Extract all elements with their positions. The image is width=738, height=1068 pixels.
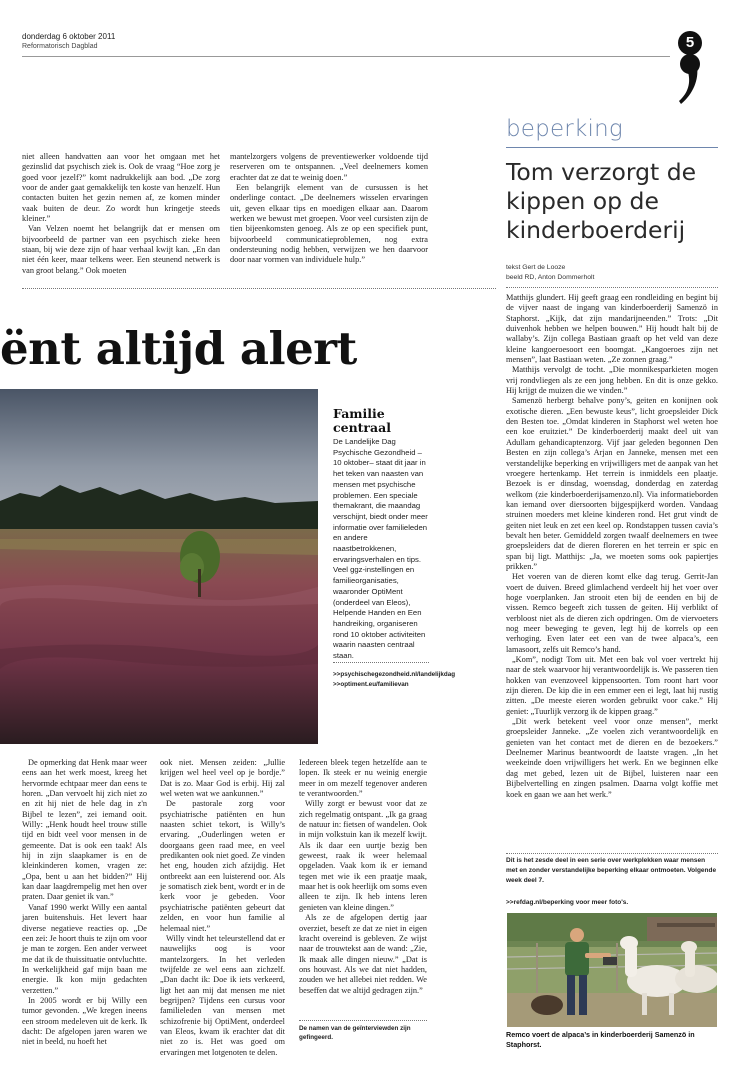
paragraph: Matthijs vervolgt de tocht. „Die monnikesparkieten mogen vrij rondvliegen als ze een jong hebben. En dit is onze gekko. Hij krijgt de muizen die we vinden.” [506, 365, 718, 396]
comma-logo-icon [675, 48, 705, 106]
byline-divider [506, 287, 718, 288]
paragraph: Matthijs glundert. Hij geeft graag een rondleiding en begint bij de vijver naast de ingang van kinderboerderij Samenzö in Staphorst. „Kijk, dat zijn mandarijneenden.” Trots: „Dit duivenhok hebben we helpen bouwen.” Hij houdt halt bij de wallaby’s. Zijn collega Bastiaan graaft op het veld van deze kleine kangoeroesoort een boomgat. „Kangoeroes zijn net mensen”, laat Bastiaan weten. „Ze zonnen graag.” [506, 293, 718, 365]
paragraph: Iedereen bleek tegen hetzelfde aan te lopen. Ik steek er nu weinig energie meer in om mezelf tegenover anderen te verantwoorden.” [299, 758, 427, 799]
masthead-rule [22, 56, 670, 57]
paragraph: Van Velzen noemt het belangrijk dat er mensen om bijvoorbeeld de partner van een psychisch zieke heen staan, bij wie deze zijn of haar verhaal kwijt kan. „En dan niet één keer, maar telkens weer. Een steunend netwerk is van groot belang.” Ook moeten [22, 224, 220, 275]
paragraph: Als ze de afgelopen dertig jaar overziet, beseft ze dat ze niet in eigen kracht overeind is gebleven. Ze wijst naar de trouwtekst aan de wand: „Zie, Ik maak alle dingen nieuw.” „Dat is ons houvast. Als we dat niet hadden, zouden we het allebei niet redden. We beseffen dat we altijd gedragen zijn.” [299, 913, 427, 995]
sidebar-links [333, 670, 456, 689]
paragraph: „Kom”, nodigt Tom uit. Met een bak vol voer vertrekt hij naar de stek waarvoor hij verantwoordelijk is. We passeren tien hokken van evenzoveel kippensoorten. Tom roont hart voor zijn dieren. De kip die in een emmer een ei legt, laat hij rustig zitten. „De meeste eieren worden gebruikt voor cake.” Hij geniet: „Tuurlijk verzorg ik de kippen graag.” [506, 655, 718, 716]
right-article-body [506, 293, 718, 800]
paragraph: Een belangrijk element van de cursussen is het onderlinge contact. „De deelnemers wisselen ervaringen uit, geven elkaar tips en moedigen elkaar aan. Daarom werken we bewust met groepen. Voor veel cursisten zijn de tien bijeenkomsten genoeg. Als ze op een specifiek punt, bijvoorbeeld communicatieproblemen, nog extra ondersteuning nodig hebben, verwijzen we hen daarvoor door naar vormen van individuele hulp.” [230, 183, 428, 265]
photos-link[interactable]: >>refdag.nl/beperking voor meer foto's. [506, 899, 629, 906]
photo-caption: Remco voert de alpaca’s in kinderboerderij Samenzö in Staphorst. [506, 1030, 695, 1049]
paragraph: mantelzorgers volgens de preventiewerker voldoende tijd reserveren om te ontspannen. „Veel deelnemers komen erachter dat ze dat te weinig doen.” [230, 152, 428, 182]
paragraph: Samenzö herbergt behalve pony’s, geiten en konijnen ook exotische dieren. „Een bewuste keus”, licht groepsleider Dick den Besten toe. „Omdat kinderen in Staphorst wel weten hoe een koe eruitziet.” De kinderboerderij maakt deel uit van Adullam gehandicaptenzorg. Vijf jaar geleden begonnen Den Besten en zijn collega’s Arjan en Janneke, mensen met een verstandelijke beperking en vrijwilligers met de aanpak van het vroegere hertenkamp. Het terrein is inmiddels een plaatje. Bezoek is er dinsdag, woensdag, donderdag en zaterdag welkom (zie kinderboerderijsamenzo.nl). Via informatieborden kan iemand over diersoorten bijgespijkerd worden. Vandaag struinen moeders met kleine kinderen rond. Het grut vindt de geiten niet leuk en zet een keel op. Rondstappen tussen cavia’s bevalt hen beter. Gemiddeld zorgen twaalf deelnemers en twee groepsleiders dat de dieren floreren en het terrein er spic en span bij ligt. Matthijs: „Ja, we moeten soms ook papiertjes prikken.” [506, 396, 718, 571]
sidebar-body: De Landelijke Dag Psychische Gezondheid –10 oktober– staat dit jaar in het teken van naasten van mensen met psychische problemen. Een speciale themakrant, die maandag verschijnt, biedt onder meer informatie over familieleden en andere naastbetrokkenen, ervaringsverhalen en tips. Veel ggz-instellingen en familieorganisaties, waaronder OptiMent (onderdeel van Eleos), Helpende Handen en Een handreiking, organiseren rond 10 oktober activiteiten waarin naasten centraal staan. [333, 437, 428, 661]
paragraph: In 2005 wordt er bij Willy een tumor gevonden. „We kregen ineens een stroom medeleven uit de kerk. Ik dacht: De afgelopen jaren waren we niet in beeld, nu hoeft het [22, 995, 147, 1047]
paragraph: ook niet. Mensen zeiden: „Jullie krijgen wel heel veel op je bordje.” Dat is zo. Maar God is erbij. Hij zal wel weten wat we aankunnen.” [160, 758, 285, 799]
section-kicker: beperking [506, 116, 623, 142]
bottom-article-col2 [160, 758, 285, 1058]
credit-text: tekst Gert de Looze [506, 264, 566, 271]
paragraph: Willy vindt het teleurstellend dat er nauwelijks oog is voor mantelzorgers. In het verleden twijfelde ze wel eens aan zichzelf. „Dan dacht ik: Doe ik iets verkeerd, ligt het aan mij dat mensen me niet begrijpen? Tijdens een cursus voor familieleden van mensen met schizofrenie bij OptiMent, onderdeel van Eleos, kwam ik erachter dat dit niet zo is. Het was goed om ervaringen met lotgenoten te delen. [160, 933, 285, 1057]
newspaper-name: Reformatorisch Dagblad [22, 43, 98, 50]
top-article-col2 [230, 152, 428, 266]
link-psychischegezondheid[interactable]: >>psychischegezondheid.nl/landelijkdag [333, 671, 456, 678]
footnote: De namen van de geïnterviewden zijn gefingeerd. [299, 1025, 411, 1042]
paragraph: Vanaf 1990 werkt Willy een aantal jaren buitenshuis. Het levert haar diverse negatieve reacties op. „De een zei: Je hoort thuis te zijn om voor je man te zorgen. Een ander verweet me dat ik de thuissituatie ontvluchtte. In werkelijkheid gaf mijn baan me energie. Ik kon mijn gedachten verzetten.” [22, 902, 147, 995]
paragraph: De pastorale zorg voor psychiatrische patiënten en hun naasten schiet tekort, is Willy’s ervaring. „Ouderlingen weten er doorgaans geen raad mee, en veel predikanten ook niet goed. Ze vinden het eng, houden zich afzijdig. Het ontbreekt aan een luisterend oor. Als je somatisch ziek bent, wordt er in de kerk voor je gebeden. Voor psychiatrische patiënten gebeurt dat zelden, en voor hun familie al helemaal niet.” [160, 799, 285, 933]
right-article-headline: Tom verzorgt de kippen op de kinderboerderij [506, 158, 697, 244]
bottom-article-col1 [22, 758, 147, 1048]
page-number: 5 [678, 31, 702, 55]
heathland-photo [0, 389, 318, 744]
section-divider [22, 288, 496, 289]
paragraph: Het voeren van de dieren komt elke dag terug. Gerrit-Jan voert de duiven. Breed glimlachend verdeelt hij het voer over hoge voerplanken. Jan strooit eten bij de eenden en bij de vissen. Remco begeeft zich tussen de geiten. Hij verblikt of verbloost niet als de dieren zich opdringen. Om de viervoeters nog meer beweging te geven, legt hij de korrels op een verhoging. Even later eet een van de twee alpaca’s, een lamasoort, zelfs uit Remco’s hand. [506, 572, 718, 654]
sidebar-divider [333, 662, 429, 663]
bottom-article-col3 [299, 758, 427, 996]
series-note: Dit is het zesde deel in een serie over werkplekken waar mensen met en zonder verstandelijke beperking elkaar ontmoeten. Volgende week deel 7. [506, 857, 717, 885]
paragraph: „Dit werk betekent veel voor onze mensen”, merkt groepsleider Janneke. „Ze voelen zich verantwoordelijk en genieten van het contact met de dieren en de bezoekers.” Deelnemer Marinus beantwoordt de laatste vragen. „In het weekeinde doen vrijwilligers het werk. En we beginnen elke dag met gebed, lezen uit de Bijbel, luisteren naar een Bijbelvertelling en zingen psalmen. Daarna volgt koffie met koek en gaan we aan het werk.” [506, 717, 718, 799]
main-headline: ënt altijd alert [0, 322, 357, 375]
byline [506, 263, 716, 283]
credit-photo: beeld RD, Anton Dommerholt [506, 274, 595, 281]
alpaca-photo [507, 913, 717, 1027]
link-optiment[interactable]: >>optiment.eu/familievan [333, 680, 409, 688]
paragraph: niet alleen handvatten aan voor het omgaan met het gezinslid dat psychisch ziek is. Ook de vraag “Hoe zorg je goed voor jezelf?” komt nadrukkelijk aan bod. „De zorg voor de ander gaat gemakkelijk ten koste van henzelf. Hun contacten buiten het gezin nemen af, ze komen minder vaak buiten de deur. Zo wordt hun kringetje steeds kleiner.” [22, 152, 220, 224]
issue-date: donderdag 6 oktober 2011 [22, 32, 116, 41]
paragraph: De opmerking dat Henk maar weer eens aan het werk moest, kreeg het hervormde echtpaar meer dan eens te horen. „Dan vervoelt hij zich niet zo en zit hij niet de hele dag in z'n Bijbel te lezen”, zei iemand ooit. Willy: „Henk houdt heel trouw stille tijd en bidt veel voor mensen in de gemeente. Dat is ook een taak! Als hij in zijn slaapkamer is en de kleinkinderen komen, vragen ze: „Opa, bent u aan het bidden?” Hij kan daar laagdrempelig met hen over praten. Daar geniet ik van.” [22, 758, 147, 902]
sidebar-title: Familie centraal [333, 406, 391, 435]
top-article-col1 [22, 152, 220, 276]
kicker-rule [506, 147, 718, 148]
footnote-divider [299, 1020, 427, 1021]
paragraph: Willy zorgt er bewust voor dat ze zich regelmatig ontspant. „Ik ga graag de natuur in: fietsen of wandelen. Ook in mijn volkstuin kan ik mezelf kwijt. Als ik daar een uurtje bezig ben geweest, raak ik weer helemaal opgeladen. Vaak kom ik er iemand tegen met wie ik een praatje maak, maar het is ook heerlijk om soms even alleen te zijn. Ik heb intens leren genieten van kleine dingen.” [299, 799, 427, 912]
series-divider [506, 853, 718, 854]
